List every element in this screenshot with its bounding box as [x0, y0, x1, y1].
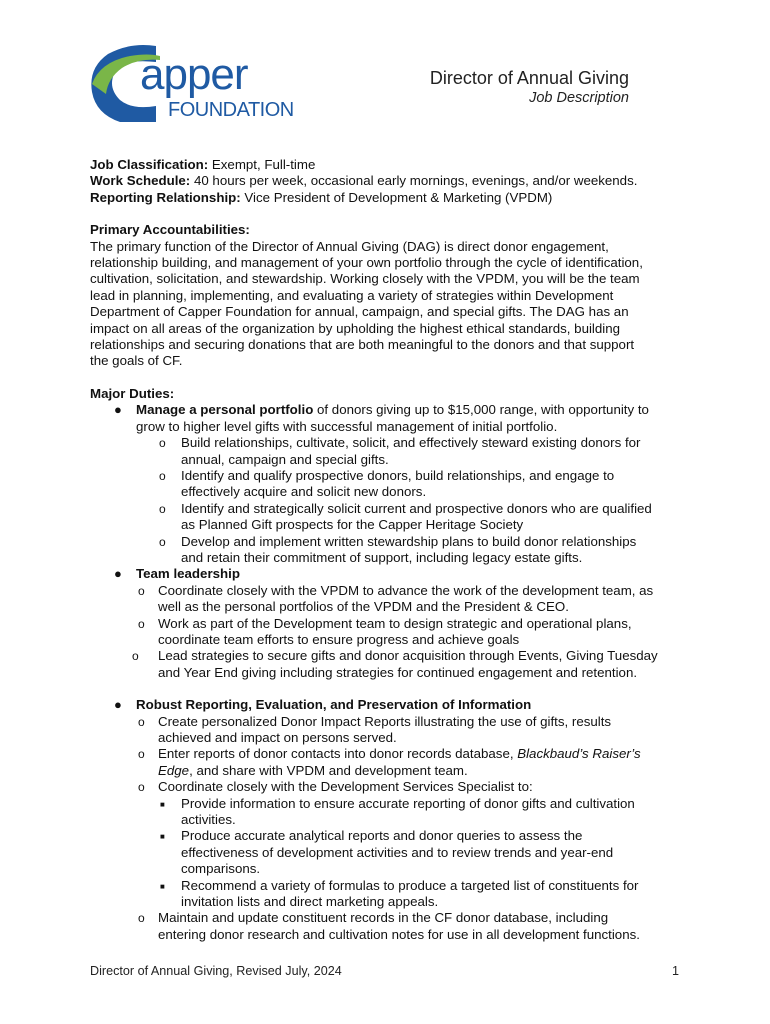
bullet-icon: ●: [114, 402, 122, 418]
duties-heading: Major Duties:: [90, 385, 175, 401]
square-bullet-icon: ■: [160, 799, 165, 809]
sub-sub-item: ■ Recommend a variety of formulas to produce a targeted list of constituents for invitation lists and direct marketing appeals.: [160, 877, 639, 910]
circle-bullet-icon: o: [138, 583, 145, 598]
sub-item: o Create personalized Donor Impact Reports illustrating the use of gifts, results achieved and impact on persons served.: [138, 713, 612, 745]
page-footer: Director of Annual Giving, Revised July, 2024: [90, 964, 342, 978]
duty-item: ● Manage a personal portfolio of donors giving up to $15,000 range, with opportunity to grow to higher level gifts with successful management of initial portfolio.: [114, 402, 649, 434]
sub-item: o Build relationships, cultivate, solicit, and effectively steward existing donors for annual, campaign and special gifts.: [159, 435, 641, 467]
sub-item: o Coordinate closely with the VPDM to advance the work of the development team, as well as the personal portfolios of the VPDM and the President & CEO.: [138, 582, 654, 615]
circle-bullet-icon: o: [138, 911, 145, 926]
sub-item: o Develop and implement written stewardship plans to build donor relationships and retain their commitment of support, including legacy estate gifts.: [159, 533, 637, 565]
bullet-icon: ●: [114, 566, 122, 582]
circle-bullet-icon: o: [138, 747, 145, 762]
sub-item: o Identify and strategically solicit current and prospective donors who are qualified as Planned Gift prospects for the Capper Heritage Society: [159, 500, 652, 533]
logo-wordmark: apper: [140, 50, 248, 99]
square-bullet-icon: ■: [160, 832, 165, 842]
circle-bullet-icon: o: [159, 436, 166, 451]
sub-item: o Lead strategies to secure gifts and donor acquisition through Events, Giving Tuesday and Year End giving including strategies for continued engagement and retention.: [132, 648, 658, 680]
sub-item: o Work as part of the Development team to design strategic and operational plans, coordinate team efforts to ensure progress and achieve goals: [138, 615, 632, 647]
circle-bullet-icon: o: [138, 714, 145, 729]
capper-foundation-logo: [90, 44, 294, 124]
sub-item: o Enter reports of donor contacts into donor records database, Blackbaud’s Raiser’s Edge, and share with VPDM and development team.: [138, 746, 641, 778]
page-number: 1: [672, 964, 680, 978]
sub-item: o Maintain and update constituent records in the CF donor database, including entering donor research and cultivation notes for use in all development functions.: [138, 910, 640, 942]
circle-bullet-icon: o: [138, 616, 145, 631]
primary-paragraph: The primary function of the Director of Annual Giving (DAG) is direct donor engagement, relationship building, and management of your own portfolio through the cycle of identification, cultivation, solicitation, and stewardship. Working closely with the VPDM, you will be the team lead in planning, implementing, and evaluating a variety of strategies within Development Department of Capper Foundation for annual, campaign, and special gifts. The DAG has an impact on all areas of the organization by upholding the highest ethical standards, building relationships and securing donations that are both meaningful to the donors and that support the goals of CF.: [90, 238, 643, 369]
sub-sub-item: ■ Produce accurate analytical reports and donor queries to assess the effectiveness of development activities and to review trends and year-end comparisons.: [160, 828, 614, 877]
document-subtitle: Job Description: [529, 90, 629, 106]
duty-item: ● Team leadership: [114, 566, 240, 582]
meta-reporting: Reporting Relationship: Vice President of Development & Marketing (VPDM): [90, 189, 553, 205]
circle-bullet-icon: o: [132, 649, 139, 664]
meta-schedule: Work Schedule: 40 hours per week, occasional early mornings, evenings, and/or weekends.: [90, 173, 638, 189]
bullet-icon: ●: [114, 697, 122, 713]
logo-subtext: FOUNDATION: [168, 99, 294, 121]
sub-item: o Identify and qualify prospective donors, build relationships, and engage to effectively acquire and solicit new donors.: [159, 467, 615, 500]
circle-bullet-icon: o: [138, 780, 145, 795]
document-title: Director of Annual Giving: [429, 68, 629, 88]
circle-bullet-icon: o: [159, 501, 166, 516]
sub-item: o Coordinate closely with the Development Services Specialist to:: [138, 779, 533, 795]
meta-classification: Job Classification: Exempt, Full-time: [90, 157, 316, 172]
sub-sub-item: ■ Provide information to ensure accurate reporting of donor gifts and cultivation activities.: [160, 795, 635, 828]
circle-bullet-icon: o: [159, 468, 166, 483]
primary-heading: Primary Accountabilities:: [90, 222, 250, 238]
circle-bullet-icon: o: [159, 534, 166, 549]
square-bullet-icon: ■: [160, 881, 165, 891]
document-body: [90, 157, 680, 943]
duty-item: ● Robust Reporting, Evaluation, and Preservation of Information: [114, 697, 532, 713]
